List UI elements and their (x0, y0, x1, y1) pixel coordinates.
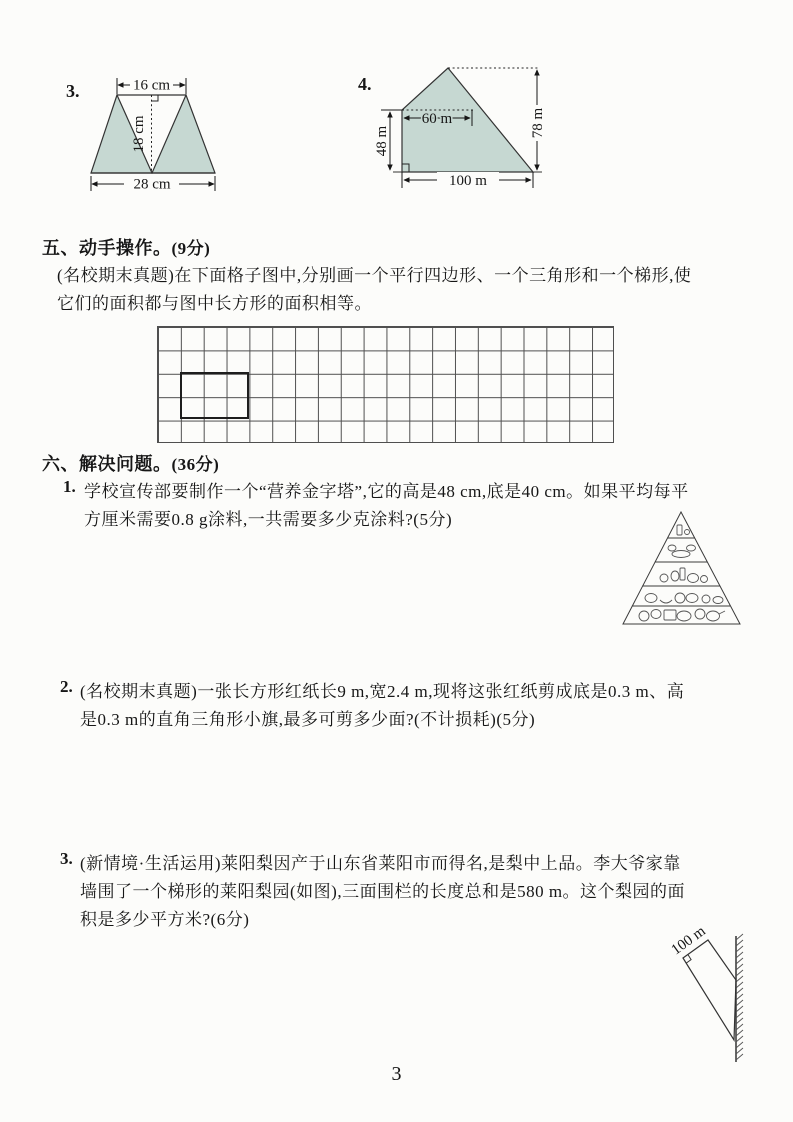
section6-title: 六、解决问题。 (42, 454, 172, 474)
base-dimension-label: 28 cm (133, 176, 171, 193)
trapezoid-height-label: 100 m (668, 923, 709, 959)
problem3-number: 3. (60, 849, 73, 868)
drawing-grid[interactable] (157, 326, 614, 443)
page-number: 3 (391, 1063, 402, 1085)
reference-rectangle (180, 372, 249, 419)
problem2-line-2: 是0.3 m的直角三角形小旗,最多可剪多少面?(不计损耗)(5分) (80, 710, 536, 729)
top-dimension-label: 16 cm (132, 77, 171, 94)
right-triangle-shape (152, 95, 215, 173)
food-pyramid-figure (618, 506, 746, 632)
section6-score: (36分) (171, 455, 220, 474)
figure4-number: 4. (358, 74, 372, 94)
height-dimension-label: 18 cm (131, 115, 147, 153)
food-doodles (639, 525, 725, 621)
problem3-line-2: 墙围了一个梯形的莱阳梨园(如图),三面围栏的长度总和是580 m。这个梨园的面 (80, 882, 686, 901)
trapezoid-shape (683, 940, 736, 1040)
section5-score: (9分) (171, 239, 211, 258)
section5-title: 五、动手操作。 (42, 238, 172, 258)
wall-hatching (736, 934, 743, 1060)
problem2-line-1: (名校期末真题)一张长方形红纸长9 m,宽2.4 m,现将这张红纸剪成底是0.3 m、高 (80, 682, 685, 701)
figure3-number: 3. (66, 81, 80, 101)
figure-problem3-triangles (58, 73, 253, 208)
top-width-label: 60 m (421, 111, 453, 127)
base-dimension-label: 100 m (449, 173, 487, 189)
problem3-line-3: 积是多少平方米?(6分) (80, 910, 250, 929)
right-angle-mark (152, 95, 158, 101)
problem3-line-1: (新情境·生活运用)莱阳梨因产于山东省莱阳市而得名,是梨中上品。李大爷家靠 (80, 854, 681, 873)
problem2-number: 2. (60, 677, 73, 696)
section5-heading (42, 234, 210, 260)
section6-heading (42, 450, 219, 476)
section5-line-1: (名校期末真题)在下面格子图中,分别画一个平行四边形、一个三角形和一个梯形,使 (57, 266, 692, 285)
figure-problem4-pentagon (350, 52, 595, 197)
right-height-label: 78 m (530, 107, 546, 139)
left-height-label: 48 m (374, 125, 390, 157)
section5-line-2: 它们的面积都与图中长方形的面积相等。 (57, 294, 372, 313)
problem1-line-1: 学校宣传部要制作一个“营养金字塔”,它的高是48 cm,底是40 cm。如果平均每平 (84, 482, 689, 501)
problem1-line-2: 方厘米需要0.8 g涂料,一共需要多少克涂料?(5分) (84, 510, 453, 529)
problem1-number: 1. (63, 477, 76, 496)
